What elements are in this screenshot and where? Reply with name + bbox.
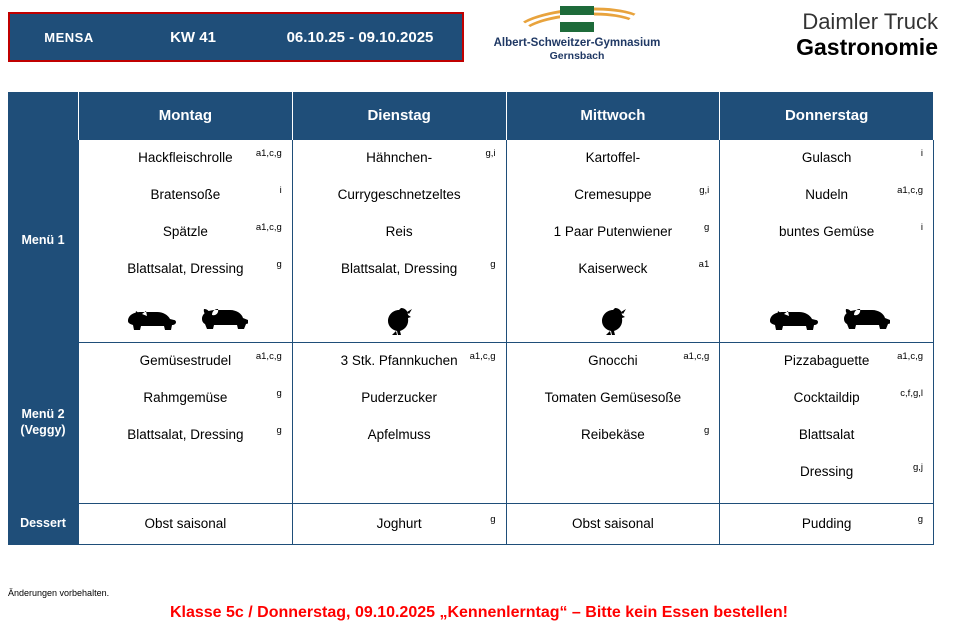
- menu-line-text: Blattsalat, Dressing: [340, 261, 458, 276]
- table-row-menu2: [8, 343, 934, 504]
- menu2-cell-dienstag: [292, 343, 506, 504]
- menu-line: [299, 259, 500, 296]
- page-header: [0, 0, 958, 78]
- table-row-dessert: [8, 504, 934, 545]
- mensa-label: MENSA: [44, 29, 94, 45]
- menu-line: [513, 351, 714, 388]
- menu-line-text: Blattsalat, Dressing: [127, 427, 244, 442]
- allergen-code: g: [917, 514, 923, 525]
- meat-icons: [507, 300, 720, 342]
- menu-line: [299, 148, 500, 185]
- allergen-code: i: [920, 222, 923, 233]
- allergen-code: g: [490, 514, 496, 525]
- menu-line-text: Puderzucker: [361, 390, 438, 405]
- menu-line-text: Bratensoße: [150, 187, 221, 202]
- menu-line: [513, 462, 714, 499]
- row-label-menu1: Menü 1: [8, 140, 79, 343]
- menu-line: [85, 462, 286, 499]
- menu2-cell-montag: [79, 343, 293, 504]
- menu-line-text: Cocktaildip: [793, 390, 860, 405]
- menu-line-text: Pizzabaguette: [783, 353, 870, 368]
- pig-icon: [764, 307, 818, 335]
- menu-line-text: Reibekäse: [580, 427, 645, 442]
- allergen-code: a1: [698, 259, 710, 270]
- cow-icon: [836, 307, 890, 335]
- menu-line-text: 3 Stk. Pfannkuchen: [340, 353, 458, 368]
- menu-line: [299, 514, 500, 540]
- day-header-dienstag: Dienstag: [292, 92, 506, 140]
- menu-line-text: Blattsalat, Dressing: [127, 261, 244, 276]
- dessert-cell-mittwoch: [506, 504, 720, 545]
- row-label-dessert: Dessert: [8, 504, 79, 545]
- menu-line-text: Kaiserweck: [578, 261, 648, 276]
- menu1-cell-dienstag: [292, 140, 506, 343]
- menu-line: [513, 259, 714, 296]
- date-range-label: 06.10.25 - 09.10.2025: [286, 28, 434, 46]
- table-corner-cell: [8, 92, 79, 140]
- menu-line: [513, 388, 714, 425]
- menu-line: [726, 185, 927, 222]
- menu-line-text: Joghurt: [376, 516, 422, 531]
- table-row-menu1: [8, 140, 934, 343]
- menu-line: [85, 425, 286, 462]
- menu-line-text: Kartoffel-: [585, 150, 641, 165]
- allergen-code: a1,c,g: [897, 185, 923, 196]
- allergen-code: a1,c,g: [897, 351, 923, 362]
- menu-line: [299, 462, 500, 499]
- menu-line: [299, 185, 500, 222]
- menu-line-text: Tomaten Gemüsesoße: [544, 390, 682, 405]
- calendar-week-label: KW 41: [170, 28, 216, 46]
- allergen-code: a1,c,g: [683, 351, 710, 362]
- menu-line: [726, 388, 927, 425]
- menu-line-text: Pudding: [801, 516, 852, 531]
- meat-icons: [79, 300, 292, 342]
- allergen-code: g: [276, 425, 282, 436]
- allergen-code: a1,c,g: [255, 351, 282, 362]
- menu2-cell-donnerstag: [720, 343, 934, 504]
- menu-line-text: Gnocchi: [588, 353, 638, 368]
- menu-table: [8, 92, 934, 545]
- menu2-cell-mittwoch: [506, 343, 720, 504]
- day-header-donnerstag: Donnerstag: [720, 92, 934, 140]
- allergen-code: a1,c,g: [469, 351, 496, 362]
- footnote: Änderungen vorbehalten.: [8, 588, 110, 598]
- menu-line: [85, 514, 286, 540]
- row-label-menu2-line1: Menü 2: [21, 407, 65, 422]
- notice-text: Klasse 5c / Donnerstag, 09.10.2025 „Kennenlerntag“ – Bitte kein Essen bestellen!: [169, 604, 789, 621]
- menu-line-text: Currygeschnetzeltes: [337, 187, 461, 202]
- menu1-cell-montag: [79, 140, 293, 343]
- menu-line-text: Rahmgemüse: [143, 390, 228, 405]
- allergen-code: a1,c,g: [255, 222, 282, 233]
- menu-line-text: Hähnchen-: [366, 150, 433, 165]
- menu-line-text: Reis: [385, 224, 413, 239]
- allergen-code: i: [920, 148, 923, 159]
- meat-icons: [720, 300, 933, 342]
- menu-line: [726, 425, 927, 462]
- allergen-code: g,j: [912, 462, 923, 473]
- allergen-code: i: [279, 185, 282, 196]
- menu-line: [513, 425, 714, 462]
- menu-line-text: Obst saisonal: [571, 516, 654, 531]
- row-label-menu2-line2: (Veggy): [20, 423, 66, 437]
- dessert-cell-dienstag: [292, 504, 506, 545]
- menu-line: [726, 462, 927, 499]
- menu-line: [513, 514, 714, 540]
- menu-line: [726, 148, 927, 185]
- menu-line: [726, 259, 927, 296]
- menu-line: [85, 222, 286, 259]
- chicken-icon: [595, 306, 631, 336]
- school-name-line1: Albert-Schweitzer-Gymnasium: [493, 37, 661, 49]
- dessert-cell-montag: [79, 504, 293, 545]
- allergen-code: g: [490, 259, 496, 270]
- row-label-menu2: [8, 343, 79, 504]
- chicken-icon: [381, 306, 417, 336]
- menu-table-container: [8, 92, 934, 545]
- menu-line: [299, 222, 500, 259]
- menu-line: [85, 185, 286, 222]
- menu-line-text: Cremesuppe: [574, 187, 652, 202]
- menu-line: [85, 388, 286, 425]
- menu-line: [726, 222, 927, 259]
- menu1-cell-mittwoch: [506, 140, 720, 343]
- menu-line: [85, 148, 286, 185]
- cow-icon: [194, 307, 248, 335]
- menu-line: [726, 514, 927, 540]
- menu-line: [513, 222, 714, 259]
- meat-icons: [293, 300, 506, 342]
- menu-line: [299, 388, 500, 425]
- allergen-code: g: [276, 388, 282, 399]
- pig-icon: [122, 307, 176, 335]
- dessert-cell-donnerstag: [720, 504, 934, 545]
- menu-title-bar: [8, 12, 464, 62]
- menu-line: [85, 351, 286, 388]
- allergen-code: g: [703, 222, 710, 233]
- allergen-code: g: [276, 259, 282, 270]
- menu-line-text: Nudeln: [805, 187, 849, 202]
- school-name-line2: Gernsbach: [549, 50, 605, 63]
- allergen-code: c,f,g,l: [900, 388, 923, 399]
- menu-line-text: Gulasch: [801, 150, 852, 165]
- menu-line: [299, 351, 500, 388]
- day-header-montag: Montag: [79, 92, 293, 140]
- menu-line-text: Obst saisonal: [144, 516, 227, 531]
- menu-line: [299, 425, 500, 462]
- allergen-code: a1,c,g: [255, 148, 282, 159]
- brand-line2: Gastronomie: [796, 33, 938, 60]
- menu-line-text: Apfelmuss: [367, 427, 431, 442]
- day-header-mittwoch: Mittwoch: [506, 92, 720, 140]
- school-logo: [487, 6, 667, 63]
- menu-line-text: Blattsalat: [798, 427, 855, 442]
- menu-line: [513, 185, 714, 222]
- allergen-code: g: [703, 425, 710, 436]
- school-crest-icon: [502, 6, 652, 36]
- menu-line-text: Hackfleischrolle: [138, 150, 233, 165]
- allergen-code: g,i: [485, 148, 496, 159]
- company-logo: [796, 10, 938, 60]
- brand-line1: Daimler Truck: [802, 9, 938, 34]
- allergen-code: g,i: [699, 185, 710, 196]
- menu-line: [85, 259, 286, 296]
- menu-line: [726, 351, 927, 388]
- menu-line-text: buntes Gemüse: [778, 224, 875, 239]
- menu-line-text: Dressing: [799, 464, 854, 479]
- menu-line: [513, 148, 714, 185]
- menu1-cell-donnerstag: [720, 140, 934, 343]
- table-header-row: [8, 92, 934, 140]
- menu-line-text: Gemüsestrudel: [139, 353, 232, 368]
- menu-line-text: Spätzle: [162, 224, 208, 239]
- menu-line-text: 1 Paar Putenwiener: [553, 224, 673, 239]
